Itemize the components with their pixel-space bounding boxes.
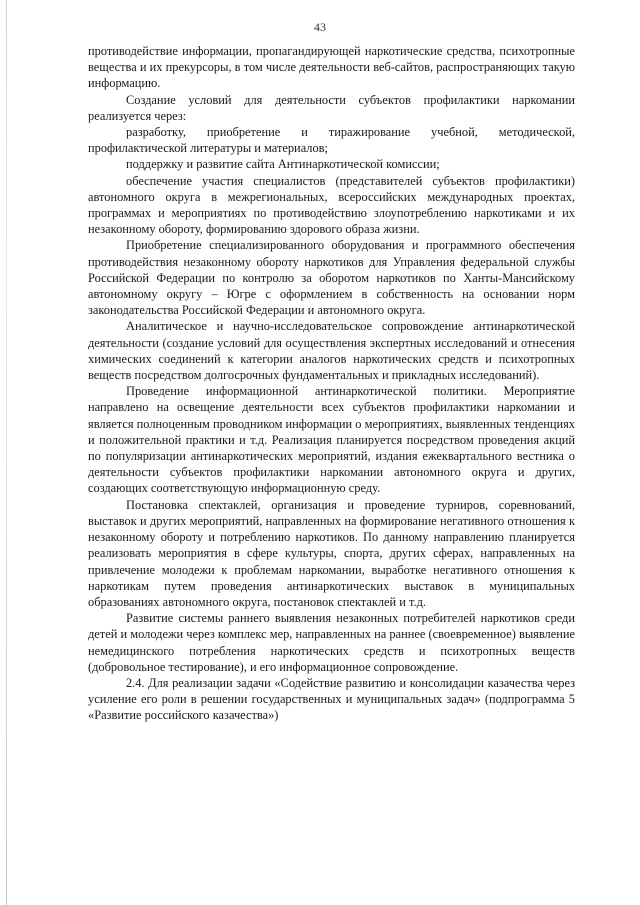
- paragraph-list-item-literature: разработку, приобретение и тиражирование учебной, методической, профилактической литературы и материалов;: [88, 125, 575, 156]
- paragraph-continuation: противодействие информации, пропагандирующей наркотические средства, психотропные вещества и их прекурсоры, в том числе деятельности веб-сайтов, распространяющих такую информацию.: [88, 44, 575, 91]
- paragraph-section-2-4: 2.4. Для реализации задачи «Содействие развитию и консолидации казачества через усиление его роли в решении государственных и муниципальных задач» (подпрограмма 5 «Развитие российского казачества»): [88, 675, 575, 723]
- document-body: [88, 43, 575, 724]
- page-number: 43: [314, 20, 326, 34]
- paragraph-list-item-specialists: обеспечение участия специалистов (представителей субъектов профилактики) автономного округа в межрегиональных, всероссийских международных проектах, программах и мероприятиях по противодействию злоупотреблению наркотиками и их незаконному обороту, формированию здорового образа жизни.: [88, 173, 575, 237]
- paragraph-events: Постановка спектаклей, организация и проведение турниров, соревнований, выставок и других мероприятий, направленных на формирование негативного отношения к незаконному обороту и потреблению наркотиков. По данному направлению планируется реализовать мероприятия в сфере культуры, спорта, других сферах, направленных на привлечение молодежи к проблемам наркомании, выработке негативного отношения к наркотикам путем проведения антинаркотических выставок в муниципальных образованиях автономного округа, постановок спектаклей и т.д.: [88, 497, 575, 609]
- scan-binding-edge: [6, 0, 7, 905]
- paragraph-list-item-website: поддержку и развитие сайта Антинаркотической комиссии;: [126, 157, 440, 172]
- paragraph-prevention-conditions: Создание условий для деятельности субъектов профилактики наркомании реализуется через:: [88, 92, 575, 123]
- paragraph-information-policy: Проведение информационной антинаркотической политики. Мероприятие направлено на освещение деятельности всех субъектов профилактики наркомании и является полноценным проводником информации о мероприятиях, выявленных тенденциях и положительной практики и т.д. Реализация планируется посредством проведения акций по популяризации антинаркотических мероприятий, издания ежеквартального вестника о деятельности субъектов профилактики наркомании автономного округа и других, создающих соответствующую информационную среду.: [88, 384, 575, 496]
- paragraph-early-detection: Развитие системы раннего выявления незаконных потребителей наркотиков среди детей и молодежи через комплекс мер, направленных на раннее (своевременное) выявление немедицинского потребления наркотических средств и психотропных веществ (добровольное тестирование), и его информационное сопровождение.: [88, 611, 575, 674]
- paragraph-analytics: Аналитическое и научно-исследовательское сопровождение антинаркотической деятельности (создание условий для осуществления экспертных исследований и отнесения химических соединений к категории аналогов наркотических средств и психотропных веществ посредством долгосрочных фундаментальных и прикладных исследований).: [88, 319, 575, 383]
- paragraph-equipment: Приобретение специализированного оборудования и программного обеспечения противодействия незаконному обороту наркотиков для Управления федеральной службы Российской Федерации по контролю за оборотом наркотиков по Ханты-Мансийскому автономному округу – Югре с оформлением в собственность на основании норм законодательства Российской Федерации и автономного округа.: [88, 238, 575, 318]
